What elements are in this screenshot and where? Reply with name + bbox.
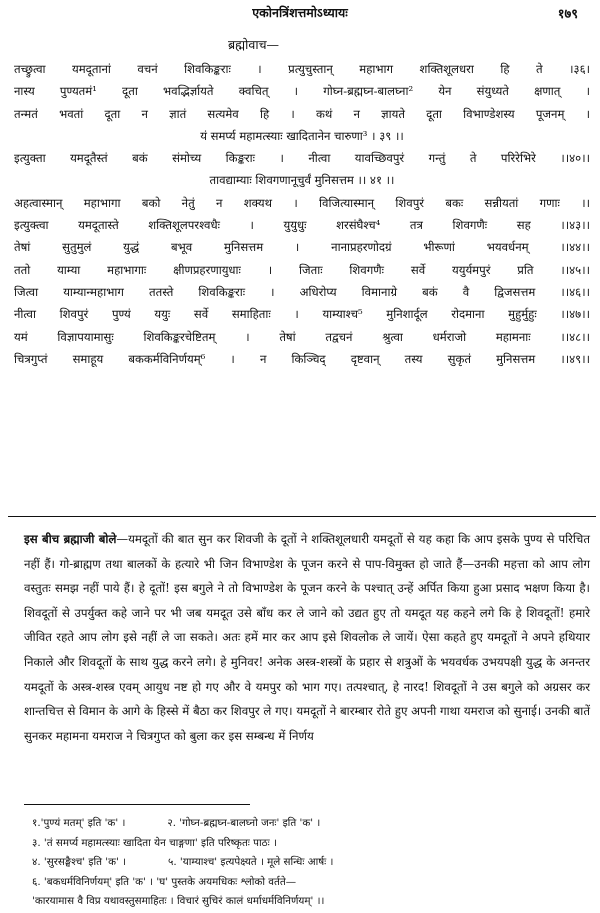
verse-line: इत्युक्ता यमदूतैस्तं बकं संमोच्य किङ्कराः । नीत्वा यावच्छिवपुरं गन्तुं ते परिरेभिरे ।।४०।। — [14, 151, 590, 166]
footnote-line — [32, 892, 590, 912]
verse-line: तच्छ्रुत्वा यमदूतानां वचनं शिवकिङ्कराः । प्रत्युचुस्तान् महाभाग शक्तिशूलधरा हि ते ।३६। — [14, 62, 590, 76]
page-header — [0, 4, 600, 24]
verse-line: नास्य पुण्यतमं¹ दूता भवद्भिर्ज्ञायते क्वचित् । गोघ्न-ब्रह्मघ्न-बालघ्ना² येन संयुध्यते क्षणात् । — [14, 84, 590, 99]
footnote-6-verse: 'कारयामास वै विप्र यथावस्तुसमाहितः । विचारं सुचिरं कालं धर्माधर्मविनिर्णयम्' ।। — [32, 895, 325, 907]
footnote-5: ५. 'याम्याश्च' इत्यपेक्ष्यते । मूले सन्धिः आर्षः । — [168, 856, 334, 868]
sanskrit-verses — [14, 58, 590, 370]
translation-lead: इस बीच ब्रह्माजी बोले — [24, 532, 117, 546]
verse-line: ततो याम्या महाभागाः क्षीणप्रहरणायुधाः । जिताः शिवगणैः सर्वे ययुर्यमपुरं प्रति ।।४५।। — [14, 262, 590, 277]
footnote-6: ६. 'बकधर्मविनिर्णयम्' इति 'क' । 'घ' पुस्तके अयमधिकः श्लोको वर्तते— — [32, 875, 297, 888]
section-divider — [8, 516, 596, 517]
footnotes — [32, 814, 590, 912]
verse-line: तन्मतं भवतां दूता न ज्ञातं सत्यमेव हि । कथं न ज्ञायते दूता विभाण्डेशस्य पूजनम् । — [14, 106, 590, 121]
chapter-title: एकोनत्रिंशत्तमोऽध्यायः — [252, 5, 348, 20]
verse-line: इत्युक्त्वा यमदूतास्ते शक्तिशूलपरश्वधैः । युयुधुः शरसंघैश्च⁴ तत्र शिवगणैः सह ।।४३।। — [14, 218, 590, 233]
hindi-translation — [24, 527, 590, 748]
verse-line: अहत्वास्मान् महाभागा बको नेतुं न शक्यथ । विजित्यास्मान् शिवपुरं बकः सन्नीयतां गणाः ।। — [14, 195, 590, 210]
footnote-1: १.'पुण्यं मतम्' इति 'क' । — [32, 817, 126, 829]
footnote-3: ३. 'तं समर्प्य महामत्स्याः खादिता येन चाङ्गणा' इति परिष्कृतः पाठः । — [32, 836, 277, 849]
footnote-line — [32, 873, 590, 893]
footnote-line — [32, 834, 590, 854]
verse-line: तावद्याम्याः शिवगणानूचुर्वं मुनिसत्तम ।। ४१ ।। — [209, 173, 395, 188]
translation-body: —यमदूतों की बात सुन कर शिवजी के दूतों ने शक्तिशूलधारी यमदूतों से यह कहा कि आप इसके पुण्य से परिचित नहीं हैं। गो-ब्राह्मण तथा बालकों के हत्यारे भी जिन विभाण्डेश के पूजन करने से पाप-विमुक्त हो जाते हैं—उनकी महत्ता को आप लोग वस्तुतः समझ नहीं पाये हैं। हे दूतों! इस बगुले ने तो विभाण्डेश के पूजन करने के पश्चात् उन्हें अर्पित किया हुआ प्रसाद भक्षण किया है। शिवदूतों से उपर्युक्त कहे जाने पर भी जब यमदूत उसे बाँध कर ले जाने को उद्यत हुए तो यमदूत यह कहने लगे कि हे शिवदूतों! हमारे जीवित रहते आप लोग इसे नहीं ले जा सकते। अतः हमें मार कर आप इसे शिवलोक ले जायें। ऐसा कहते हुए यमदूतों ने अपने हथियार निकाले और शिवदूतों के साथ युद्ध करने लगे। हे मुनिवर! अनेक अस्त्र-शस्त्रों के प्रहार से शत्रुओं के भयवर्धक उभयपक्षी युद्ध के अनन्तर यमदूतों के अस्त्र-शस्त्र एवम् आयुध नष्ट हो गए और वे यमपुर को भाग गए। तत्पश्चात्, हे नारद! शिवदूतों ने उस बगुले को अग्रसर कर शान्तचित्त से विमान के आगे के हिस्से में बैठा कर शिवपुर ले गए। यमदूतों ने बारम्बार रोते हुए अपनी गाथा यमराज को सुनाई। उनकी बातें सुनकर महामना यमराज ने चित्रगुप्त को बुला कर इस सम्बन्ध में निर्णय — [24, 532, 591, 743]
footnote-line — [32, 814, 590, 834]
verse-line: यं समर्प्य महामत्स्याः खादितानेन चारुणा³ । ३९ ।। — [200, 128, 404, 143]
verse-line: चित्रगुप्तं समाहूय बककर्मविनिर्णयम्⁶ । न किञ्चिद् दृष्टवान् तस्य सुकृतं मुनिसत्तम ।।४९।। — [14, 351, 590, 366]
page-number: १७९ — [557, 7, 578, 22]
verse-line: जित्वा याम्यान्महाभाग ततस्ते शिवकिङ्कराः । अधिरोप्य विमानाग्रे बकं वै द्विजसत्तम ।।४६।। — [14, 284, 590, 299]
footnote-line — [32, 853, 590, 873]
verse-line: नीत्वा शिवपुरं पुण्यं ययुः सर्वे समाहिताः । याम्याश्च⁵ मुनिशार्दूल रोदमाना मुहुर्मुहुः ।।४७।। — [14, 307, 590, 322]
verse-line: यमं विज्ञापयामासुः शिवकिङ्करचेष्टितम् । तेषां तद्वचनं श्रुत्वा धर्मराजो महामनाः ।।४८।। — [14, 329, 590, 344]
footnote-4: ४. 'सुरसङ्घैश्च' इति 'क' । — [32, 856, 127, 868]
speaker-heading: ब्रह्मोवाच— — [228, 37, 280, 52]
footnote-2: २. 'गोघ्न-ब्रह्मघ्न-बालघ्नो जनः' इति 'क' । — [167, 817, 321, 829]
verse-line: तेषां सुतुमुलं युद्धं बभूव मुनिसत्तम । नानाप्रहरणोदग्रं भीरूणां भयवर्धनम् ।।४४।। — [14, 240, 590, 255]
footnote-divider — [24, 804, 250, 805]
